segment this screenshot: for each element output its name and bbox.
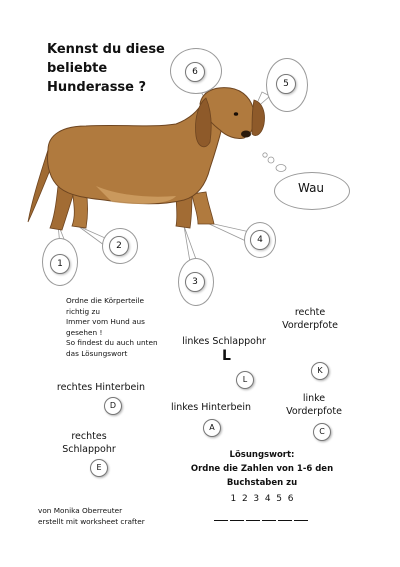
label-rechtes-schlappohr bbox=[62, 430, 116, 456]
thought-dot-3 bbox=[276, 165, 286, 172]
solution-instruction-1: Ordne die Zahlen von 1-6 den bbox=[190, 464, 334, 474]
letter-L: L bbox=[236, 371, 254, 389]
number-2: 2 bbox=[109, 236, 129, 256]
solution-blanks[interactable] bbox=[186, 512, 338, 526]
dog-front-leg-right bbox=[192, 192, 214, 224]
number-3: 3 bbox=[185, 272, 205, 292]
number-5: 5 bbox=[276, 74, 296, 94]
label-text: linke bbox=[302, 393, 326, 404]
label-linkes-schlappohr: linkes Schlappohr bbox=[182, 336, 266, 347]
label-text: rechte bbox=[294, 307, 326, 318]
label-text: Vorderpfote bbox=[286, 406, 342, 417]
number-1: 1 bbox=[50, 254, 70, 274]
instruction-line-3: Immer vom Hund aus bbox=[66, 317, 145, 326]
example-letter: L bbox=[222, 348, 231, 364]
number-6: 6 bbox=[185, 62, 205, 82]
blank-4[interactable] bbox=[262, 520, 276, 521]
solution-instruction-2: Buchstaben zu bbox=[226, 478, 298, 488]
title-line-1: Kennst du diese bbox=[47, 42, 165, 57]
blank-5[interactable] bbox=[278, 520, 292, 521]
footer-tool: erstellt mit worksheet crafter bbox=[38, 516, 145, 526]
instruction-line-4: gesehen ! bbox=[66, 327, 103, 337]
solution-heading: Lösungswort: bbox=[229, 450, 295, 460]
label-text: Schlappohr bbox=[62, 444, 116, 455]
thought-dot-2 bbox=[268, 157, 274, 163]
letter-K: K bbox=[311, 362, 329, 380]
letter-A: A bbox=[203, 419, 221, 437]
number-4: 4 bbox=[250, 230, 270, 250]
footer bbox=[38, 506, 145, 527]
instruction-line-2: richtig zu bbox=[66, 306, 100, 316]
title-line-3: Hunderasse ? bbox=[47, 80, 147, 95]
blank-2[interactable] bbox=[230, 520, 244, 521]
label-text: rechtes bbox=[71, 431, 107, 442]
letter-C: C bbox=[313, 423, 331, 441]
solution-digits: 1 2 3 4 5 6 bbox=[230, 494, 294, 504]
label-rechte-vorderpfote bbox=[282, 306, 338, 332]
letter-D: D bbox=[104, 397, 122, 415]
thought-text: Wau bbox=[297, 181, 325, 195]
instruction-line-6: das Lösungswort bbox=[66, 348, 128, 358]
blank-6[interactable] bbox=[294, 520, 308, 521]
instruction-line-5: So findest du auch unten bbox=[66, 338, 158, 347]
footer-author: von Monika Oberreuter bbox=[38, 506, 123, 515]
instruction-line-1: Ordne die Körperteile bbox=[66, 296, 145, 305]
pointer-3 bbox=[184, 226, 197, 262]
blank-1[interactable] bbox=[214, 520, 228, 521]
blank-3[interactable] bbox=[246, 520, 260, 521]
letter-E: E bbox=[90, 459, 108, 477]
label-linke-vorderpfote bbox=[282, 392, 346, 418]
label-linkes-hinterbein: linkes Hinterbein bbox=[170, 402, 252, 413]
label-text: Vorderpfote bbox=[282, 320, 338, 331]
dog-ear-right bbox=[252, 100, 265, 136]
instructions bbox=[66, 296, 158, 359]
thought-dot-1 bbox=[263, 153, 267, 157]
label-rechtes-hinterbein: rechtes Hinterbein bbox=[56, 382, 146, 393]
title-line-2: beliebte bbox=[47, 61, 108, 76]
dog-nose bbox=[241, 131, 251, 138]
dog-ear-left bbox=[195, 98, 211, 147]
dog-eye bbox=[234, 112, 238, 116]
solution-block bbox=[186, 448, 338, 526]
